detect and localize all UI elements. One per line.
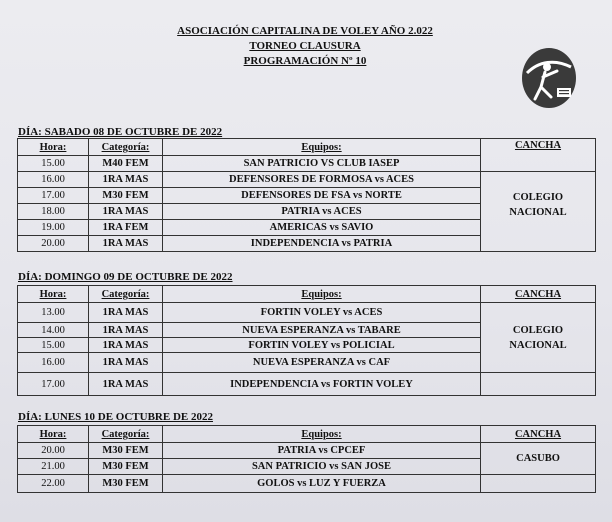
match-teams: DEFENSORES DE FSA vs NORTE [163,188,481,204]
match-category: 1RA MAS [89,172,163,188]
column-header-cancha: CANCHA [481,139,596,172]
match-time: 15.00 [18,156,89,172]
match-time: 20.00 [18,236,89,252]
match-teams: FORTIN VOLEY vs ACES [163,303,481,323]
day-title-monday: DÍA: LUNES 10 DE OCTUBRE DE 2022 [18,411,213,423]
program-number: PROGRAMACIÓN Nº 10 [243,55,367,67]
match-time: 19.00 [18,220,89,236]
match-time: 13.00 [18,303,89,323]
column-header-equipos: Equipos: [163,286,481,303]
match-teams: FORTIN VOLEY vs POLICIAL [163,338,481,353]
match-category: M30 FEM [89,459,163,475]
table-header-row [18,286,596,303]
venue-line-2: NACIONAL [509,206,567,218]
table-header-row [18,139,596,156]
match-teams: GOLOS vs LUZ Y FUERZA [163,475,481,493]
volleyball-player-logo-icon [521,47,577,109]
column-header-equipos: Equipos: [163,426,481,443]
match-category: 1RA MAS [89,303,163,323]
venue-cell-empty [481,475,596,493]
match-time: 21.00 [18,459,89,475]
match-teams: SAN PATRICIO VS CLUB IASEP [163,156,481,172]
column-header-hora: Hora: [18,139,89,156]
column-header-cancha: CANCHA [481,426,596,443]
match-category: 1RA MAS [89,204,163,220]
match-category: M30 FEM [89,475,163,493]
venue-cell [481,443,596,475]
match-teams: DEFENSORES DE FORMOSA vs ACES [163,172,481,188]
table-row [18,172,596,188]
match-category: 1RA FEM [89,220,163,236]
match-teams: AMERICAS vs SAVIO [163,220,481,236]
association-title: ASOCIACIÓN CAPITALINA DE VOLEY AÑO 2.022 [177,25,433,37]
match-teams: SAN PATRICIO vs SAN JOSE [163,459,481,475]
match-category: 1RA MAS [89,323,163,338]
match-category: M40 FEM [89,156,163,172]
match-time: 14.00 [18,323,89,338]
table-row [18,443,596,459]
table-row [18,303,596,323]
match-teams: INDEPENDENCIA vs PATRIA [163,236,481,252]
match-time: 16.00 [18,172,89,188]
day-title-sunday: DÍA: DOMINGO 09 DE OCTUBRE DE 2022 [18,271,233,283]
match-category: 1RA MAS [89,373,163,396]
match-teams: INDEPENDENCIA vs FORTIN VOLEY [163,373,481,396]
match-time: 17.00 [18,373,89,396]
venue-line-2: NACIONAL [509,339,567,351]
match-category: M30 FEM [89,443,163,459]
column-header-equipos: Equipos: [163,139,481,156]
venue-cell [481,172,596,252]
venue-cell [481,303,596,373]
match-time: 20.00 [18,443,89,459]
column-header-hora: Hora: [18,426,89,443]
match-category: M30 FEM [89,188,163,204]
match-time: 17.00 [18,188,89,204]
match-category: 1RA MAS [89,353,163,373]
tournament-title: TORNEO CLAUSURA [249,40,361,52]
match-teams: PATRIA vs CPCEF [163,443,481,459]
match-category: 1RA MAS [89,338,163,353]
column-header-cancha: CANCHA [481,286,596,303]
schedule-table-saturday [17,138,596,252]
schedule-table-monday [17,425,596,493]
column-header-categoria: Categoría: [89,426,163,443]
venue-line-1: COLEGIO [512,191,564,203]
table-row [18,475,596,493]
match-time: 15.00 [18,338,89,353]
match-time: 22.00 [18,475,89,493]
column-header-categoria: Categoría: [89,139,163,156]
venue-cell-empty [481,373,596,396]
column-header-hora: Hora: [18,286,89,303]
day-title-saturday: DÍA: SABADO 08 DE OCTUBRE DE 2022 [18,126,223,138]
table-row [18,373,596,396]
match-teams: NUEVA ESPERANZA vs CAF [163,353,481,373]
match-category: 1RA MAS [89,236,163,252]
document-header [130,24,480,69]
table-header-row [18,426,596,443]
venue-line-1: CASUBO [516,453,560,464]
schedule-table-sunday [17,285,596,396]
match-time: 16.00 [18,353,89,373]
match-teams: NUEVA ESPERANZA vs TABARE [163,323,481,338]
column-header-categoria: Categoría: [89,286,163,303]
match-teams: PATRIA vs ACES [163,204,481,220]
venue-line-1: COLEGIO [512,324,564,336]
match-time: 18.00 [18,204,89,220]
